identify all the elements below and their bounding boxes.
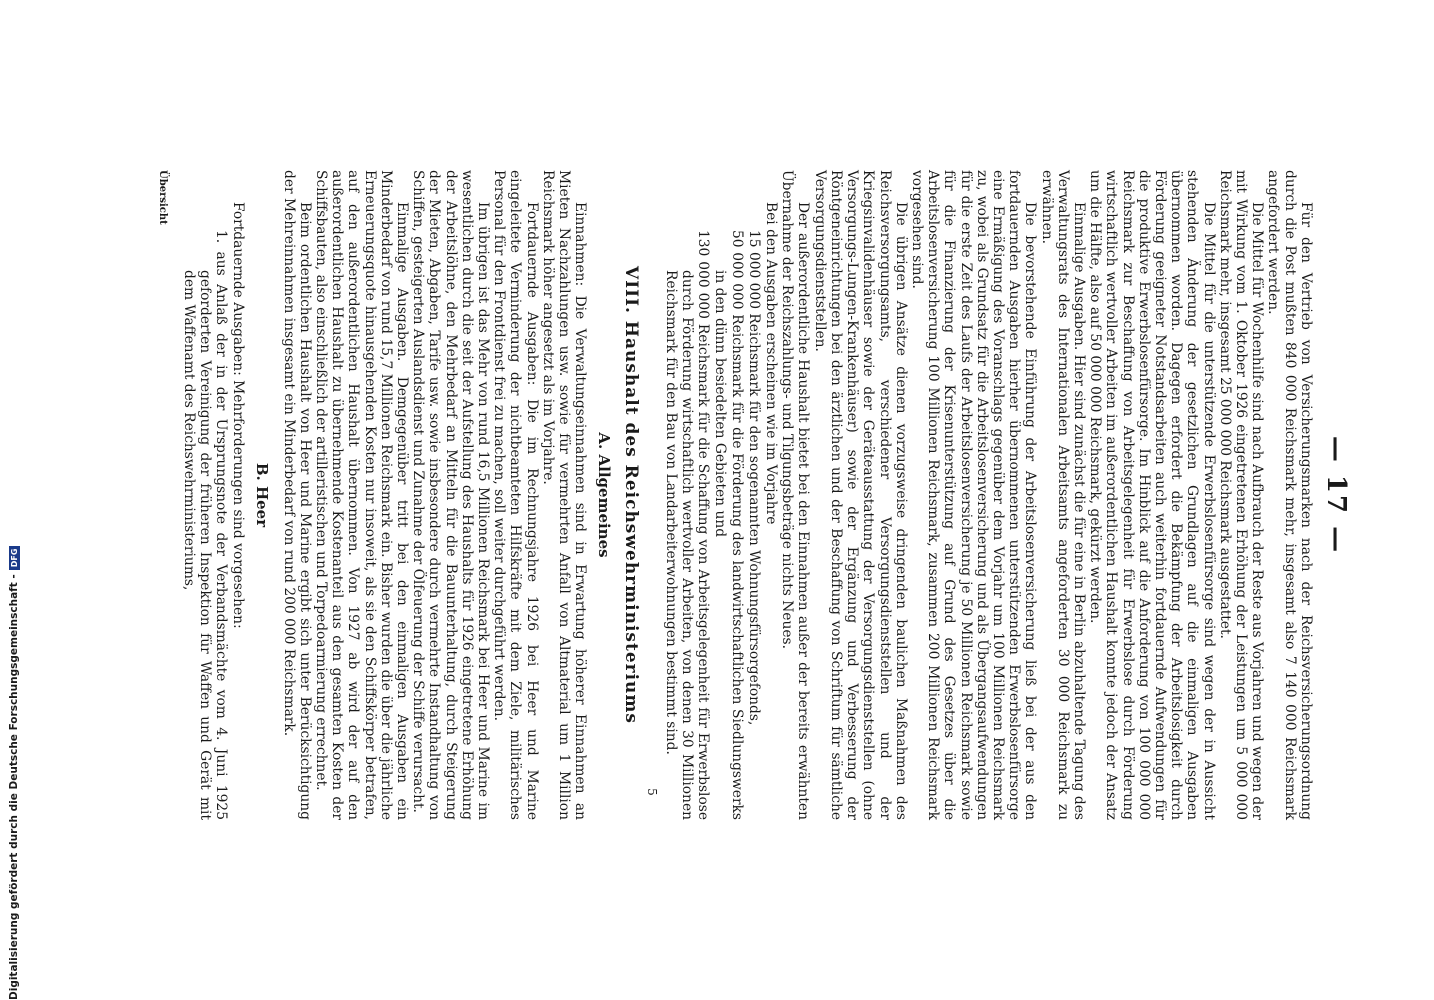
paragraph: Der außerordentliche Haushalt bietet bei den Einnahmen außer der bereits erwähnten Übernahme der Reichszahlungs- und Tilgungsbeträge nichts Neues.: [779, 170, 812, 820]
paragraph: Im übrigen ist das Mehr von rund 16,5 Millionen Reichsmark bei Heer und Marine im wesentlichen durch die seit der Aufstellung des Haushalts für 1926 eingetretene Erhöhung der Arbeitslöhne, den Mehrbedarf an Mitteln für die Bauunterhaltung, durch Steigerung der Mieten, Abgaben, Tarife usw. sowie insbesondere durch vermehrte Instandhaltung von Schiffen, gesteigerten Auslandsdienst und Zunahme der Ölfeuerung der Schiffe verursacht.: [410, 170, 492, 820]
footer-number: 5: [644, 788, 659, 796]
list-item: 15 000 000 Reichsmark für den sogenannten Wohnungsfürsorgefonds,: [745, 230, 762, 726]
paragraph: Für den Vertrieb von Versicherungsmarken nach der Reichsversicherungsordnung durch die Post mußten 840 000 Reichsmark mehr, insgesamt also 7 140 000 Reichsmark angefordert werden.: [1265, 170, 1314, 820]
list-item: 1. aus Anlaß der in der Ursprungsnote der Verbandsmächte vom 4. Juni 1925 geforderten Vereinigung der früheren Inspektion für Waffen und Gerät mit dem Waffenamt des Reichswehrministeriums,: [180, 230, 229, 820]
paragraph: Fortdauernde Ausgaben: Mehrforderungen sind vorgesehen:: [230, 202, 247, 629]
signature-mark: Übersicht: [157, 170, 169, 225]
list-item: 50 000 000 Reichsmark für die Förderung des landwirtschaftlichen Siedlungswerks in den dünn besiedelten Gebieten und: [712, 230, 745, 820]
dfg-logo: DFG: [9, 546, 20, 571]
paragraph: Die Mittel für die unterstützende Erwerbslosenfürsorge sind wegen der in Aussicht stehenden Änderung der gesetzlichen Grundlagen auf die einmaligen Ausgaben übernommen worden. Dagegen erfordert die Bekämpfung der Arbeitslosigkeit durch Förderung geeigneter Notstandsarbeiten auch weiterhin fortdauernde Aufwendungen für die produktive Erwerbslosenfürsorge. Im Hinblick auf die Anforderung von 100 000 000 Reichsmark zur Beschaffung von Arbeitsgelegenheit für Erwerbslose durch Förderung wirtschaftlich wertvoller Arbeiten im außerordentlichen Haushalt konnte jedoch der Ansatz um die Hälfte, also auf 50 000 000 Reichsmark, gekürzt werden.: [1087, 170, 1217, 820]
paragraph: Einnahmen: Die Verwaltungseinnahmen sind in Erwartung höherer Einnahmen an Mieten Nachzahlungen usw. sowie für vermehrten Anfall von Altmaterial um 1 Million Reichsmark höher angesetzt als im Vorjahre.: [539, 170, 589, 820]
digitization-note: [8, 548, 20, 1000]
paragraph: Fortdauernde Ausgaben: Die im Rechnungsjahre 1926 bei Heer und Marine eingeleitete Verminderung der nichtbeamteten Hilfskräfte mit dem Ziele, militärisches Personal für den Frontdienst frei zu machen, soll weiter durchgeführt werden.: [491, 170, 540, 820]
section-heading: VIII. Haushalt des Reichswehrministeriums: [620, 266, 641, 724]
paragraph: Einmalige Ausgaben. Demgegenüber tritt bei den einmaligen Ausgaben ein Minderbedarf von rund 15,7 Millionen Reichsmark ein. Bisher wurden die über die jährliche Erneuerungsquote hinausgehenden Kosten nur insoweit, als sie den Schiffskörper betrafen, auf den außerordentlichen Haushalt übernommen. Von 1927 ab wird der auf den außerordentlichen Haushalt zu übernehmende Kostenanteil aus den gesamten Kosten der Schiffsbauten, also einschließlich der artilleristischen und Torpedoarmierung errechnet.: [313, 170, 411, 820]
page-number: — 17 —: [1321, 435, 1351, 555]
page-content: [54, 150, 1351, 840]
paragraph: Einmalige Ausgaben. Hier sind zunächst die für eine in Berlin abzuhaltende Tagung des Verwaltungsrats des Internationalen Arbeitsamts angeforderten 30 000 Reichsmark zu erwähnen.: [1038, 170, 1087, 820]
list-item: 130 000 000 Reichsmark für die Schaffung von Arbeitsgelegenheit für Erwerbslose durch Förderung wirtschaftlich wertvoller Arbeiten, von denen 30 Millionen Reichsmark für den Bau von Landarbeiterwohnungen bestimmt sind.: [662, 230, 712, 820]
paragraph: Die übrigen Ansätze dienen vorzugsweise dringenden baulichen Maßnahmen des Reichsversorgungsamts, verschiedener Versorgungsdienststellen und der Kriegsinvalidenhäuser sowie der Geräteausstattung der Versorgungsdienststellen (ohne Versorgungs-Lungen-Krankenhäuser) sowie der Ergänzung und Verbesserung der Röntgeneinrichtungen bei den ärztlichen und der Beschaffung von Schriftum für sämtliche Versorgungsdienststellen.: [811, 170, 909, 820]
subsection-heading-b: B. Heer: [253, 462, 272, 528]
subsection-heading-a: A. Allgemeines: [595, 432, 614, 558]
paragraph: Die Mittel für Wochenhilfe sind nach Aufbrauch der Reste aus Vorjahren und wegen der mit Wirkung vom 1. Oktober 1926 eingetretenen Erhöhung der Leistungen um 5 000 000 Reichsmark mehr, insgesamt 25 000 000 Reichsmark ausgestattet.: [1216, 170, 1266, 820]
digitization-note-text: Digitalisierung gefördert durch die Deutsche Forschungsgemeinschaft -: [8, 574, 20, 1000]
paragraph: Die bevorstehende Einführung der Arbeitslosenversicherung ließ bei der aus den fortdauernden Ausgaben hierher übernommenen unterstützenden Erwerbslosenfürsorge eine Ermäßigung des Voranschlags gegenüber dem Vorjahr um 100 Millionen Reichsmark zu, wobei als Grundsatz für die Arbeitslosenversicherung und als Übergangsaufwendungen für die erste Zeit des Laufs der Arbeitslosenversicherung je 50 Millionen Reichsmark sowie für die Finanzierung der Krisenunterstützung auf Grund des Gesetzes über die Arbeitslosenversicherung 100 Millionen Reichsmark, zusammen 200 Millionen Reichsmark vorgesehen sind.: [908, 170, 1039, 820]
paragraph: Beim ordentlichen Haushalt von Heer und Marine ergibt sich unter Berücksichtigung der Mehreinnahmen insgesamt ein Minderbedarf von rund 200 000 Reichsmark.: [280, 170, 313, 820]
paragraph: Bei den Ausgaben erscheinen wie im Vorjahre: [763, 202, 780, 525]
